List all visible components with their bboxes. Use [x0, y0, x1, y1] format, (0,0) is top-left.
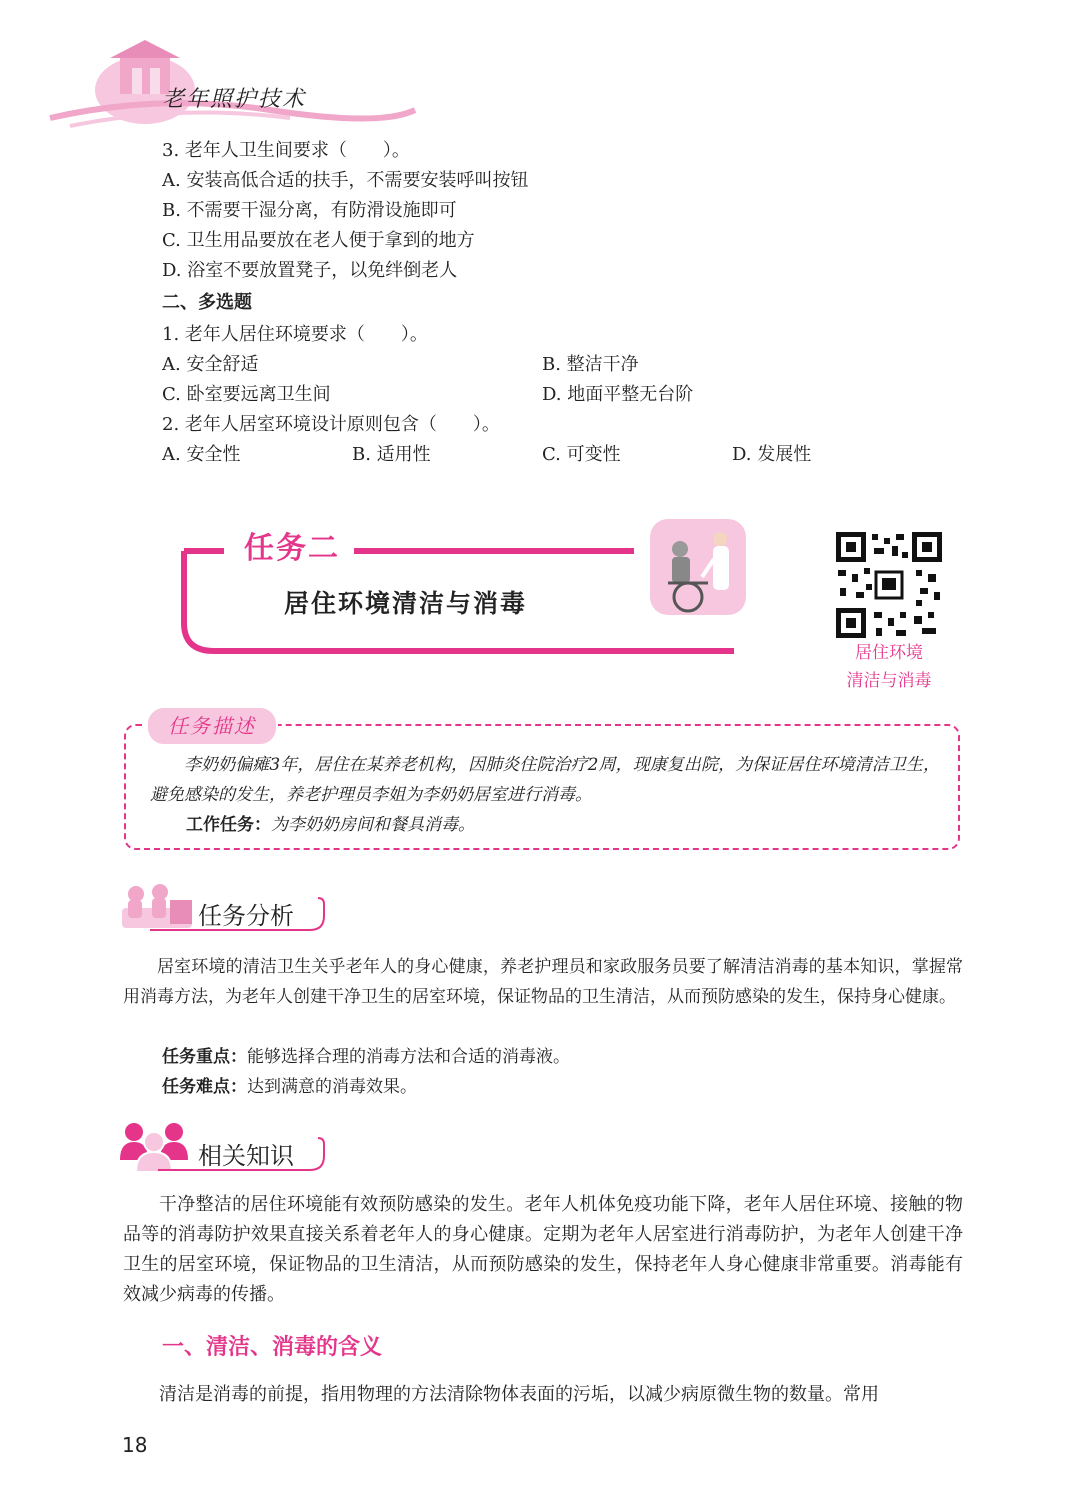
task-difficulty-text: 达到满意的消毒效果。: [247, 1077, 417, 1097]
question-3-option-c: C. 卫生用品要放在老人便于拿到的地方: [162, 230, 475, 251]
task-analysis-title: 任务分析: [198, 902, 294, 930]
multi-question-1-option-d: D. 地面平整无台阶: [542, 384, 694, 405]
qr-caption-line-2: 清洁与消毒: [846, 671, 932, 691]
task-title: 居住环境清洁与消毒: [284, 589, 528, 618]
multi-choice-heading: 二、多选题: [162, 292, 252, 313]
task-difficulty-line: [162, 1072, 417, 1102]
qr-code[interactable]: [836, 532, 942, 638]
multi-question-1-option-b: B. 整洁干净: [542, 354, 639, 375]
section-1-text: 清洁是消毒的前提，指用物理的方法清除物体表面的污垢，以减少病原微生物的数量。常用: [159, 1384, 879, 1405]
related-knowledge-text: 干净整洁的居住环境能有效预防感染的发生。老年人机体免疫功能下降，老年人居住环境、接触的物品等的消毒防护效果直接关系着老年人的身心健康。定期为老年人居室进行消毒防护，为老年人创建干净卫生的居室环境，保证物品的卫生清洁，从而预防感染的发生，保持老年人身心健康非常重要。消毒能有效减少病毒的传播。: [123, 1194, 963, 1305]
task-difficulty-label: 任务难点：: [162, 1077, 247, 1097]
task-label: 任务二: [244, 531, 340, 566]
related-knowledge-title: 相关知识: [198, 1142, 294, 1170]
multi-question-2-option-a: A. 安全性: [162, 444, 241, 465]
work-task-label: 工作任务：: [186, 815, 271, 835]
task-description-tag: [146, 706, 278, 746]
multi-question-2-option-d: D. 发展性: [732, 444, 812, 465]
book-title: 老年照护技术: [162, 87, 307, 112]
qr-code-icon: [836, 532, 942, 638]
task-analysis-heading: [120, 880, 330, 936]
work-task-text: 为李奶奶房间和餐具消毒。: [271, 815, 475, 835]
related-knowledge-heading: [118, 1118, 330, 1176]
qr-caption-line-1: 居住环境: [855, 643, 923, 663]
work-task-line: [186, 810, 475, 840]
multi-question-1-option-c: C. 卧室要远离卫生间: [162, 384, 331, 405]
multi-question-1-option-a: A. 安全舒适: [162, 354, 259, 375]
question-3-option-a: A. 安装高低合适的扶手，不需要安装呼叫按钮: [162, 170, 529, 191]
multi-question-1-stem: 1. 老年人居住环境要求（ ）。: [162, 324, 428, 345]
task-key-line: [162, 1042, 570, 1072]
multi-question-2-option-c: C. 可变性: [542, 444, 621, 465]
task-key-label: 任务重点：: [162, 1047, 247, 1067]
question-3-option-d: D. 浴室不要放置凳子，以免绊倒老人: [162, 260, 458, 281]
task-description-tag-label: 任务描述: [168, 714, 256, 738]
section-1-heading: 一、清洁、消毒的含义: [162, 1335, 383, 1360]
task-key-text: 能够选择合理的消毒方法和合适的消毒液。: [247, 1047, 570, 1067]
question-3-option-b: B. 不需要干湿分离，有防滑设施即可: [162, 200, 457, 221]
multi-question-2-stem: 2. 老年人居室环境设计原则包含（ ）。: [162, 414, 500, 435]
wheelchair-icon: [650, 519, 746, 615]
question-3-stem: 3. 老年人卫生间要求（ ）。: [162, 140, 410, 161]
nurse-wheelchair-image: [650, 519, 746, 615]
multi-question-2-option-b: B. 适用性: [352, 444, 431, 465]
task-description-text: 李奶奶偏瘫3年，居住在某养老机构，因肺炎住院治疗2周，现康复出院，为保证居住环境清洁卫生，避免感染的发生，养老护理员李姐为李奶奶居室进行消毒。: [150, 755, 940, 805]
page-number: 18: [122, 1433, 148, 1457]
task-analysis-text: 居室环境的清洁卫生关乎老年人的身心健康，养老护理员和家政服务员要了解清洁消毒的基本知识，掌握常用消毒方法，为老年人创建干净卫生的居室环境，保证物品的卫生清洁，从而预防感染的发生，保持身心健康。: [123, 957, 963, 1007]
